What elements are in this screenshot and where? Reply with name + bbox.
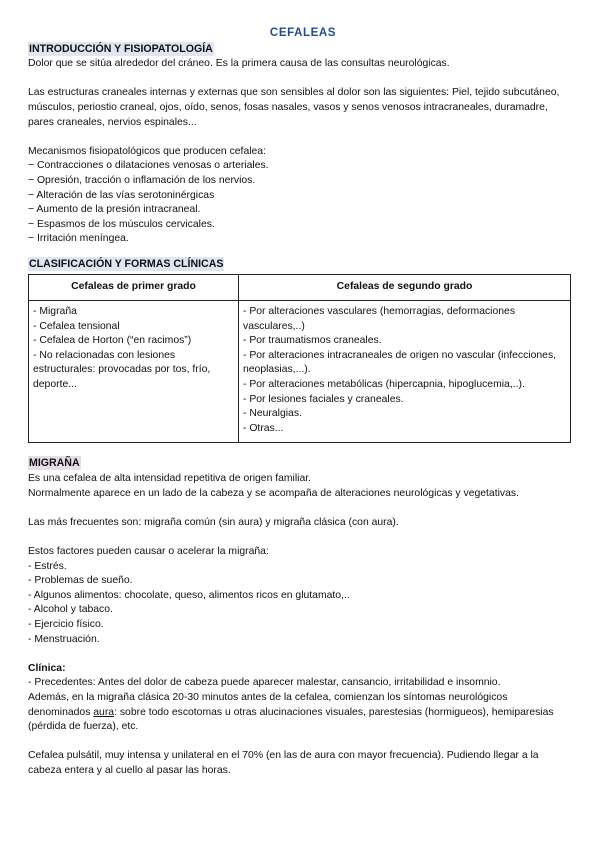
migraine-heading: MIGRAÑA — [29, 457, 80, 470]
list-item: - Problemas de sueño. — [28, 575, 133, 587]
table-row — [29, 301, 571, 443]
mechanisms-list — [28, 159, 572, 247]
clinical-title: Clínica: — [28, 662, 66, 674]
document-title: CEFALEAS — [269, 27, 337, 39]
migraine-paragraph-3: Las más frecuentes son: migraña común (sin aura) y migraña clásica (con aura). — [28, 516, 399, 528]
list-item: − Alteración de las vías serotoninérgicas — [28, 189, 215, 201]
classification-heading: CLASIFICACIÓN Y FORMAS CLÍNICAS — [29, 257, 224, 270]
col2-cell — [239, 301, 571, 443]
list-item: - Otras... — [243, 422, 284, 434]
list-item: - Migraña — [33, 306, 77, 318]
factors-list — [28, 560, 572, 648]
list-item: − Contracciones o dilataciones venosas o arteriales. — [28, 160, 269, 172]
intro-heading: INTRODUCCIÓN Y FISIOPATOLOGÍA — [29, 42, 213, 55]
migraine-paragraph-1: Es una cefalea de alta intensidad repetitiva de origen familiar. — [28, 473, 312, 485]
list-item: - Neuralgias. — [243, 408, 302, 420]
classification-section — [28, 257, 572, 444]
factors-title: Estos factores pueden causar o acelerar la migraña: — [28, 546, 269, 557]
migraine-paragraph-2: Normalmente aparece en un lado de la cabeza y se acompaña de alteraciones neurológicas y vegetativas. — [28, 487, 519, 499]
list-item: - Cefalea tensional — [33, 320, 120, 332]
mechanisms-title: Mecanismos fisiopatológicos que producen cefalea: — [28, 145, 266, 157]
clinical-paragraph-3: Cefalea pulsátil, muy intensa y unilateral en el 70% (en las de aura con mayor frecuencia). Pudiendo llegar a la cabeza entera y al cuello al pasar las horas. — [28, 750, 539, 776]
col2-header: Cefaleas de segundo grado — [239, 274, 571, 301]
list-item: - Por alteraciones intracraneales de origen no vascular (infecciones, neoplasias,...). — [243, 349, 557, 376]
list-item: - Cefalea de Horton (“en racimos”) — [33, 335, 192, 347]
list-item: - Por alteraciones vasculares (hemorragias, deformaciones vasculares,..) — [243, 306, 516, 332]
list-item: − Aumento de la presión intracraneal. — [28, 204, 201, 216]
list-item: − Opresión, tracción o inflamación de los nervios. — [28, 174, 256, 186]
col1-cell — [29, 301, 239, 443]
intro-paragraph-2: Las estructuras craneales internas y externas que son sensibles al dolor son las siguientes: Piel, tejido subcutáneo, músculos, periostio craneal, ojos, oído, senos, fosas nasales, vasos y senos venosos intracraneales, duramadre, pares craneales, nervios espinales... — [28, 87, 560, 128]
table-header-row — [29, 274, 571, 301]
list-item: - Por alteraciones metabólicas (hipercapnia, hipoglucemia,..). — [243, 379, 525, 391]
clinical-text-before: Además, en la migraña clásica 20-30 minutos antes de la cefalea, comienzan los síntomas neurológicos denominados — [28, 691, 508, 718]
intro-paragraph-1: Dolor que se sitúa alrededor del cráneo. Es la primera causa de las consultas neurológicas. — [28, 58, 450, 70]
classification-table — [28, 274, 571, 444]
list-item: - Por traumatismos craneales. — [243, 335, 382, 347]
clinical-paragraph-1: - Precedentes: Antes del dolor de cabeza puede aparecer malestar, cansancio, irritabilidad e insomnio. — [28, 677, 501, 689]
list-item: - No relacionadas con lesiones estructurales: provocadas por tos, frío, deporte... — [33, 349, 211, 391]
list-item: - Estrés. — [28, 560, 67, 572]
intro-section — [28, 42, 572, 247]
list-item: - Menstruación. — [28, 633, 100, 645]
list-item: - Alcohol y tabaco. — [28, 604, 113, 616]
document-page — [28, 26, 572, 779]
list-item: − Espasmos de los músculos cervicales. — [28, 218, 215, 230]
list-item: - Ejercicio físico. — [28, 618, 104, 630]
clinical-text-after: : sobre todo escotomas u otras alucinaciones visuales, parestesias (hormigueos), hemiparesias (pérdida de fuerza), etc. — [28, 706, 554, 733]
clinical-paragraph-2 — [28, 691, 572, 735]
list-item: − Irritación meníngea. — [28, 233, 129, 245]
aura-term: aura — [93, 706, 115, 718]
list-item: - Algunos alimentos: chocolate, queso, alimentos ricos en glutamato,.. — [28, 589, 350, 601]
list-item: - Por lesiones faciales y craneales. — [243, 393, 404, 405]
migraine-section — [28, 456, 572, 778]
col1-header: Cefaleas de primer grado — [29, 274, 239, 301]
